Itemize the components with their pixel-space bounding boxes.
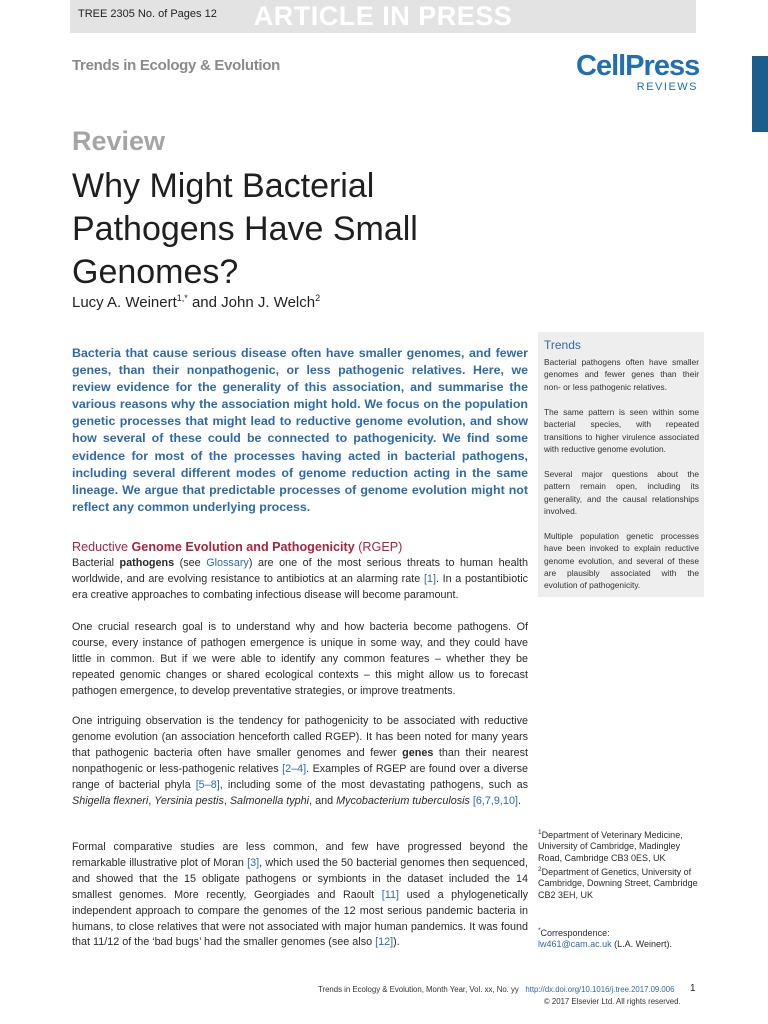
glossary-term: genes	[402, 746, 434, 759]
article-in-press-bar	[70, 0, 696, 33]
text-run: ,	[223, 794, 230, 807]
text-run: than their nearest nonpathogenic or less-pathogenic relatives	[72, 746, 528, 775]
body-paragraph-2: One crucial research goal is to understand why and how bacteria become pathogens. Of course, every instance of pathogen emergence is unique in some way, and they could have little in common. But if we were able to identify any common features – whether they be repeated genomic changes or shared ecological contexts – this might allow us to forecast pathogen emergence, to develop preventative strategies, or improve treatments.	[72, 621, 528, 697]
footer-copyright: © 2017 Elsevier Ltd. All rights reserved.	[544, 997, 681, 1006]
author-list	[72, 293, 320, 311]
text-run: Formal comparative studies are less common, and few have progressed beyond the remarkable illustrative plot of Moran	[72, 841, 528, 869]
citation-link[interactable]: [12]	[375, 936, 394, 949]
abstract: Bacteria that cause serious disease often have smaller genomes, and fewer genes, than their nonpathogenic, or less pathogenic relatives. Here, we review evidence for the generality of this association, and summarise the various reasons why the association might hold. We focus on the population genetic processes that might lead to reductive genome evolution, and show how several of these could be connected to pathogenicity. We find some evidence for most of the processes having acted in bacterial pathogens, including several different modes of genome reduction acting in the same lineage. We argue that predictable processes of genome evolution might not reflect any common underlying process.	[72, 346, 528, 514]
citation-link[interactable]: [11]	[381, 888, 399, 901]
text-run: , which used the 50 bacterial genomes then sequenced, and showed that the 15 obligate pathogens or symbionts in the dataset included the 14 smallest genomes. More recently, Georgiades and Raoult	[72, 856, 528, 901]
citation-link[interactable]: [5–8]	[195, 778, 220, 791]
species-name: Yersinia pestis	[154, 794, 224, 807]
trends-item: The same pattern is seen within some bacterial species, with repeated transitions to higher virulence associated with reductive genome evolution.	[544, 407, 699, 454]
affiliation-mark: 2	[538, 866, 542, 873]
article-type: Review	[72, 126, 166, 156]
text-run: . In a postantibiotic era creative approaches to combating infectious disease will become paramount.	[72, 572, 529, 601]
text-run: One intriguing observation is the tendency for pathogenicity to be associated with reductive genome evolution (an association henceforth called RGEP). It has been noted for many years that pathogenic bacteria often have smaller genomes and fewer	[72, 715, 528, 759]
article-title: Why Might Bacterial Pathogens Have Small Genomes?	[72, 167, 418, 291]
heading-part: Genome Evolution and Pathogenicity	[131, 540, 355, 554]
trends-item: Multiple population genetic processes have been invoked to explain reductive genome evolution, and several of these are plausibly associated with the evolution of pathogenicity.	[544, 531, 699, 591]
body-paragraph-4	[72, 840, 528, 951]
footer-citation-line	[318, 985, 674, 994]
text-run: ,	[148, 794, 155, 807]
author-affiliation-mark: 1,*	[176, 293, 188, 303]
page-number: 1	[690, 983, 696, 994]
body-paragraph-3	[72, 714, 528, 809]
correspondence	[538, 925, 704, 951]
trends-item: Bacterial pathogens often have smaller genomes and fewer genes than their non- or less pathogenic relatives.	[544, 357, 699, 392]
affiliation-text: Department of Veterinary Medicine, University of Cambridge, Madingley Road, Cambridge CB3 0ES, UK	[538, 830, 683, 863]
text-run: ) are one of the most serious threats to human health worldwide, and are evolving resistance to antibiotics at an alarming rate	[72, 557, 528, 585]
correspondence-email-link[interactable]: lw461@cam.ac.uk	[538, 939, 612, 950]
text-run: , including some of the most devastating pathogens, such as	[219, 778, 528, 791]
text-run: Bacterial	[72, 557, 120, 569]
body-paragraph-1	[72, 556, 528, 604]
affiliation-1	[538, 827, 704, 864]
footer-citation: Trends in Ecology & Evolution, Month Year, Vol. xx, No. yy	[318, 985, 519, 994]
trends-item: Several major questions about the pattern remain open, including its generality, and the causal relationships involved.	[544, 469, 699, 516]
logo-subtitle: REVIEWS	[636, 81, 698, 93]
logo-brand: CellPress	[576, 50, 700, 82]
trends-box	[538, 332, 704, 597]
affiliation-text: Department of Genetics, University of Cambridge, Downing Street, Cambridge CB2 3EH, UK	[538, 867, 698, 900]
affiliation-mark: 1	[538, 829, 542, 836]
text-run: used a phylogenetically independent approach to compare the genomes of the 12 most serious pandemic bacteria in humans, to close relatives that were not associated with major human pandemics. It was found that 11/12 of the ‘bad bugs’ had the smaller genomes (see also	[72, 888, 529, 949]
section-heading	[72, 540, 402, 554]
glossary-term: pathogens	[119, 557, 175, 569]
author-name: Lucy A. Weinert	[72, 294, 177, 311]
author-name: John J. Welch	[221, 294, 316, 311]
glossary-link[interactable]: Glossary	[206, 557, 249, 569]
heading-part: Reductive	[72, 540, 132, 554]
manuscript-meta: TREE 2305 No. of Pages 12	[78, 8, 217, 20]
author-affiliation-mark: 2	[315, 293, 321, 303]
journal-name: Trends in Ecology & Evolution	[72, 57, 280, 74]
author-separator: and	[187, 294, 222, 311]
text-run: .	[517, 794, 521, 807]
correspondence-name: (L.A. Weinert).	[611, 939, 673, 950]
doi-link[interactable]: http://dx.doi.org/10.1016/j.tree.2017.09.006	[525, 985, 675, 994]
correspondence-mark: *	[538, 927, 541, 934]
affiliation-2	[538, 864, 704, 901]
text-run: . Examples of RGEP are found over a diverse range of bacterial phyla	[72, 762, 528, 791]
cellpress-logo	[576, 51, 698, 93]
species-name: Shigella flexneri	[72, 794, 149, 807]
article-in-press-banner: ARTICLE IN PRESS	[253, 1, 513, 31]
text-run: ).	[393, 936, 400, 949]
species-name: Salmonella typhi	[229, 794, 310, 807]
species-name: Mycobacterium tuberculosis	[336, 794, 470, 807]
text-run: , and	[309, 794, 337, 807]
side-tab-marker	[752, 56, 768, 132]
citation-link[interactable]: [1]	[423, 572, 436, 585]
citation-link[interactable]: [3]	[247, 856, 260, 869]
correspondence-label: Correspondence:	[540, 928, 610, 938]
trends-title: Trends	[544, 338, 581, 352]
citation-link[interactable]: [2–4]	[282, 762, 307, 775]
heading-part: (RGEP)	[354, 540, 403, 554]
text-run: (see	[174, 557, 207, 569]
citation-link[interactable]: [6,7,9,10]	[472, 794, 518, 807]
